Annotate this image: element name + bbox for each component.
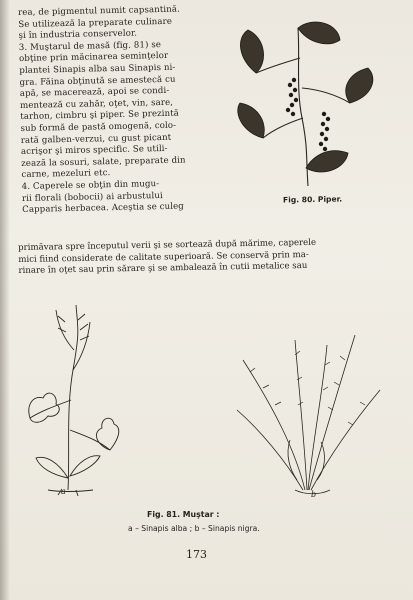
text-line: 4. Caperele se obţin din mugu-	[21, 178, 160, 192]
text-line: mici fiind considerate de calitate superioară. Se conservă prin ma-	[18, 249, 309, 265]
text-line: şi în industria conservelor.	[18, 28, 138, 42]
text-line: acrişor şi miros specific. Se utili-	[20, 144, 168, 158]
fig81-subcaption: a – Sinapis alba ; b – Sinapis nigra.	[128, 524, 260, 533]
sinapis-alba-illustration	[18, 300, 128, 500]
text-line: primăvara spre începutul verii şi se sortează după mărime, caperele	[18, 237, 317, 253]
text-line: zează la sosuri, salate, preparate din	[21, 155, 186, 169]
text-line: rată galben-verzui, cu gust picant	[20, 132, 172, 146]
text-line: mentează cu zahăr, oţet, vin, sare,	[19, 97, 174, 111]
text-line: carne, mezeluri etc.	[21, 168, 111, 181]
full-width-text	[18, 236, 409, 278]
label-b: b	[311, 490, 317, 499]
text-line: rinare în oţet sau prin sărare şi se ambalează în cutii metalice sau	[18, 261, 308, 277]
text-line: Se utilizează la preparate culinare	[18, 16, 173, 30]
page-edge-shadow	[0, 0, 10, 600]
page-number: 173	[186, 548, 207, 561]
text-line: obţine prin măcinarea seminţelor	[18, 51, 169, 65]
label-a: a	[61, 487, 66, 496]
left-text-column	[18, 4, 220, 217]
sinapis-nigra-illustration	[235, 330, 385, 500]
text-line: rea, de pigmentul numit capsantină.	[18, 4, 181, 18]
text-line: sub formă de pastă omogenă, colo-	[20, 120, 177, 134]
text-line: gra. Făina obţinută se amestecă cu	[19, 74, 176, 88]
text-line: tarhon, cimbru şi piper. Se prezintă	[20, 108, 180, 123]
fig81-caption: Fig. 81. Muştar :	[147, 510, 220, 519]
text-line: plantei Sinapis alba sau Sinapis ni-	[19, 62, 176, 76]
text-line: 3. Muştarul de masă (fig. 81) se	[18, 39, 162, 53]
fig80-caption: Fig. 80. Piper.	[282, 194, 343, 205]
text-line: apă, se macerează, apoi se condi-	[19, 86, 170, 100]
text-line: Capparis herbacea. Aceştia se culeg	[22, 201, 184, 216]
text-line: rii florali (bobocii) ai arbustului	[21, 190, 163, 204]
piper-illustration	[228, 18, 378, 188]
